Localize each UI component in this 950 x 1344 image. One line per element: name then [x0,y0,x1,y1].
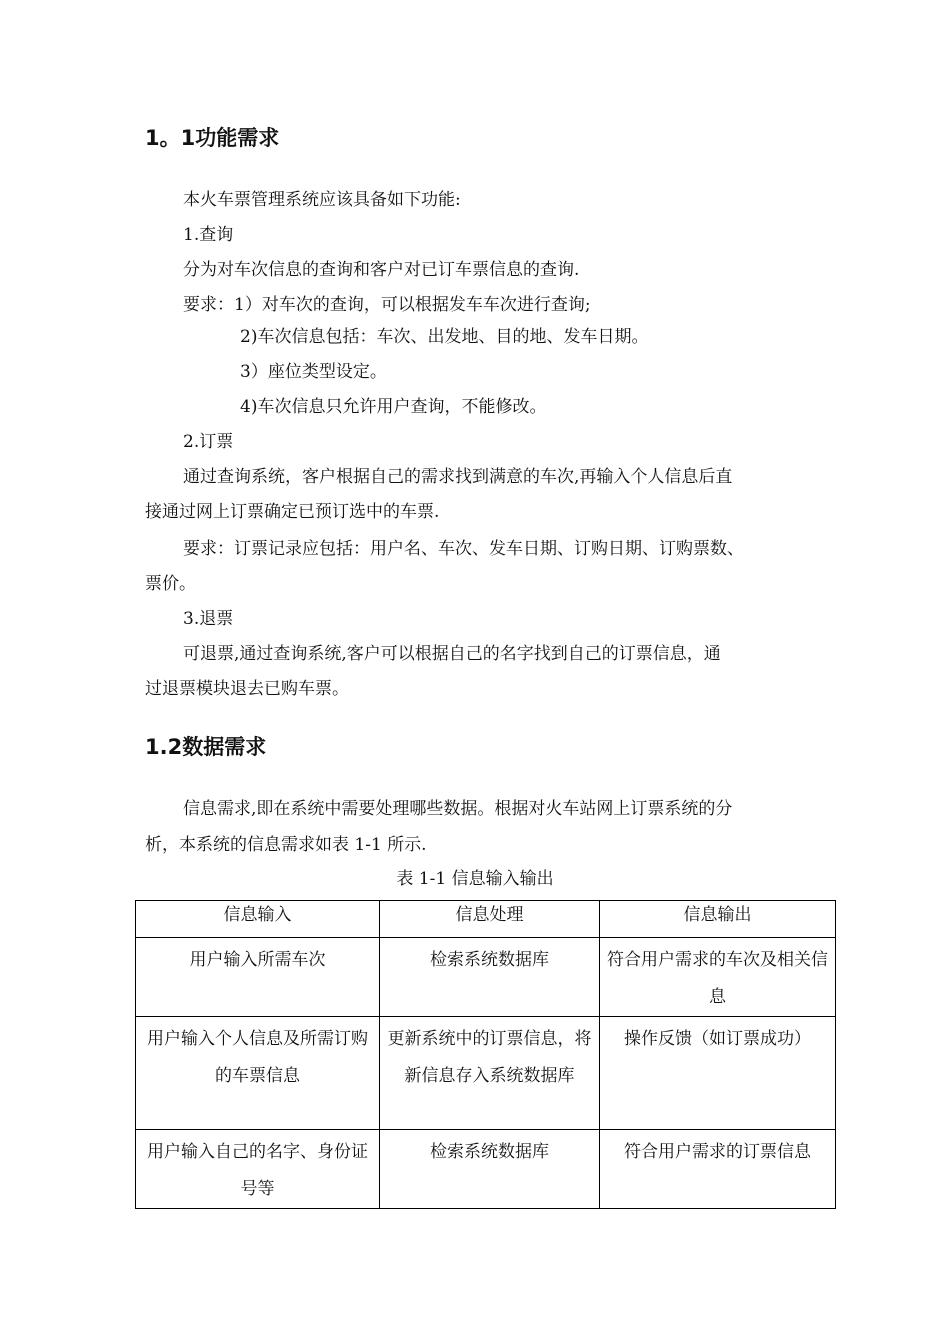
info-io-table [135,900,836,1209]
table-cell-text: 用户输入个人信息及所需订购的车票信息 [147,1029,368,1086]
table-cell-text: 用户输入自己的名字、身份证号等 [147,1142,368,1199]
query-title: 1.查询 [183,225,234,245]
table-cell-text: 检索系统数据库 [430,950,549,970]
booking-description-line-1: 通过查询系统，客户根据自己的需求找到满意的车次,再输入个人信息后直 [183,467,733,487]
table-cell [600,1017,836,1130]
booking-requirement-line-2: 票价。 [145,574,196,594]
table-cell [600,938,836,1017]
table-cell-text: 检索系统数据库 [430,1142,549,1162]
query-requirement-4: 4)车次信息只允许用户查询，不能修改。 [240,397,547,417]
data-paragraph-line-2: 析，本系统的信息需求如表 1-1 所示. [145,835,427,855]
query-requirement-2: 2)车次信息包括：车次、出发地、目的地、发车日期。 [240,327,649,347]
table-header-cell: 信息处理 [380,901,600,938]
table-row [136,938,836,1017]
table-header-row [136,901,836,938]
table-cell [136,938,380,1017]
table-cell-text: 操作反馈（如订票成功） [624,1029,811,1049]
table-cell-text: 更新系统中的订票信息，将新信息存入系统数据库 [387,1029,592,1086]
refund-description-line-1: 可退票,通过查询系统,客户可以根据自己的名字找到自己的订票信息，通 [183,644,721,664]
query-requirement-1: 要求：1）对车次的查询，可以根据发车车次进行查询; [183,295,591,315]
booking-description-line-2: 接通过网上订票确定已预订选中的车票. [145,502,440,522]
section-heading-data-requirements: 1.2数据需求 [145,735,267,759]
query-description: 分为对车次信息的查询和客户对已订车票信息的查询. [183,260,580,280]
table-cell [380,1130,600,1209]
table-cell [136,1130,380,1209]
table-cell [600,1130,836,1209]
table-cell [380,938,600,1017]
section-heading-functional-requirements: 1。1功能需求 [145,126,280,150]
table-header-cell: 信息输入 [136,901,380,938]
refund-title: 3.退票 [183,609,234,629]
table-caption: 表 1-1 信息输入输出 [396,869,554,889]
table-header-cell: 信息输出 [600,901,836,938]
table-cell-text: 用户输入所需车次 [189,950,326,970]
refund-description-line-2: 过退票模块退去已购车票。 [145,679,349,699]
booking-title: 2.订票 [183,432,234,452]
booking-requirement-line-1: 要求：订票记录应包括：用户名、车次、发车日期、订购日期、订购票数、 [183,539,744,559]
table-cell [380,1017,600,1130]
table-row [136,1130,836,1209]
data-paragraph-line-1: 信息需求,即在系统中需要处理哪些数据。根据对火车站网上订票系统的分 [183,799,733,819]
table-cell-text: 符合用户需求的车次及相关信息 [607,950,828,1007]
table-cell [136,1017,380,1130]
intro-line: 本火车票管理系统应该具备如下功能: [183,190,461,210]
table-row [136,1017,836,1130]
table-cell-text: 符合用户需求的订票信息 [624,1142,811,1162]
query-requirement-3: 3）座位类型设定。 [240,362,387,382]
